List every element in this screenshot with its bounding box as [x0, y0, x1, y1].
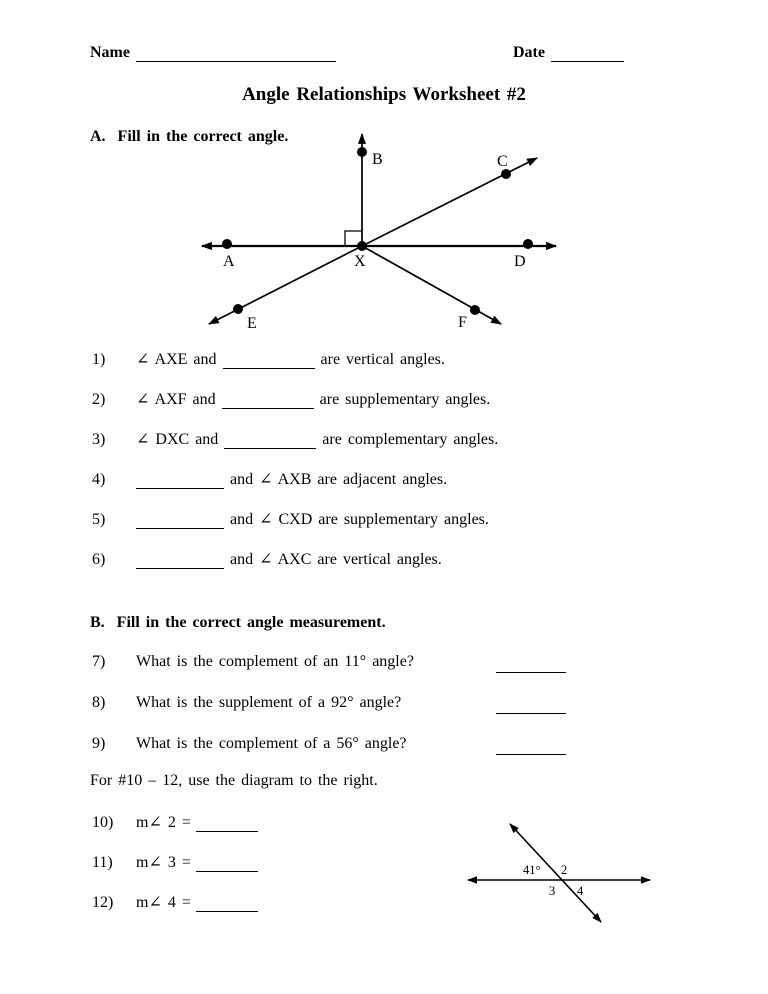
question-1-post: are vertical angles. — [320, 351, 445, 368]
name-field-row — [90, 43, 336, 63]
date-field-row — [513, 43, 624, 63]
question-8-number: 8) — [92, 694, 106, 711]
date-label: Date — [513, 44, 545, 61]
question-4 — [92, 470, 447, 490]
point-x-dot — [357, 241, 367, 251]
question-3-blank — [224, 434, 316, 449]
question-2-blank — [222, 394, 314, 409]
question-2-pre: ∠ AXF and — [136, 391, 216, 408]
question-2-number: 2) — [92, 391, 106, 408]
section-b-heading: B. Fill in the correct angle measurement. — [90, 614, 386, 631]
question-3-post: are complementary angles. — [322, 431, 499, 448]
point-a-dot — [222, 239, 232, 249]
question-2 — [92, 390, 490, 410]
point-f-label: F — [458, 314, 467, 331]
question-7-text: What is the complement of an 11° angle? — [136, 653, 414, 670]
question-12-number: 12) — [92, 894, 114, 911]
question-7 — [92, 652, 414, 672]
question-6-number: 6) — [92, 551, 106, 568]
question-8-text: What is the supplement of a 92° angle? — [136, 694, 402, 711]
question-4-blank — [136, 474, 224, 489]
question-5-number: 5) — [92, 511, 106, 528]
question-12-blank — [196, 897, 258, 912]
section-a-heading: A. Fill in the correct angle. — [90, 128, 289, 145]
question-3 — [92, 430, 498, 450]
question-10 — [92, 813, 258, 833]
question-11-number: 11) — [92, 854, 113, 871]
question-5-post: and ∠ CXD are supplementary angles. — [230, 511, 489, 528]
question-12 — [92, 893, 258, 913]
point-a-label: A — [223, 253, 235, 270]
question-9-answer-blank — [496, 754, 566, 755]
question-10-number: 10) — [92, 814, 114, 831]
question-8-answer-blank — [496, 713, 566, 714]
point-b-label: B — [372, 151, 383, 168]
name-blank-line — [136, 47, 336, 62]
question-1 — [92, 350, 445, 370]
point-c-dot — [501, 169, 511, 179]
question-5-blank — [136, 514, 224, 529]
question-9-number: 9) — [92, 735, 106, 752]
question-11-label: m∠ 3 = — [136, 854, 191, 871]
point-e-label: E — [247, 315, 257, 332]
question-11 — [92, 853, 258, 873]
question-2-post: are supplementary angles. — [319, 391, 491, 408]
question-1-blank — [223, 354, 315, 369]
transversal-diagram — [455, 812, 665, 932]
angle-2-label: 2 — [561, 863, 568, 877]
question-1-number: 1) — [92, 351, 106, 368]
question-4-post: and ∠ AXB are adjacent angles. — [230, 471, 448, 488]
question-6-post: and ∠ AXC are vertical angles. — [230, 551, 442, 568]
point-f-dot — [470, 305, 480, 315]
point-d-dot — [523, 239, 533, 249]
page-title: Angle Relationships Worksheet #2 — [242, 84, 526, 105]
point-c-label: C — [497, 153, 508, 170]
angle-rays-diagram — [190, 122, 570, 337]
given-angle-label: 41° — [523, 863, 541, 877]
question-3-pre: ∠ DXC and — [136, 431, 219, 448]
question-7-answer-blank — [496, 672, 566, 673]
question-6 — [92, 550, 442, 570]
point-b-dot — [357, 147, 367, 157]
diagram-note: For #10 – 12, use the diagram to the right. — [90, 772, 378, 789]
angle-3-label: 3 — [549, 884, 556, 898]
name-label: Name — [90, 44, 130, 61]
angle-4-label: 4 — [577, 884, 584, 898]
question-4-number: 4) — [92, 471, 106, 488]
question-5 — [92, 510, 489, 530]
question-6-blank — [136, 554, 224, 569]
question-8 — [92, 693, 401, 713]
question-7-number: 7) — [92, 653, 106, 670]
point-x-label: X — [354, 253, 366, 270]
question-11-blank — [196, 857, 258, 872]
point-e-dot — [233, 304, 243, 314]
date-blank-line — [551, 47, 624, 62]
question-10-label: m∠ 2 = — [136, 814, 191, 831]
question-9-text: What is the complement of a 56° angle? — [136, 735, 407, 752]
ray-x-c — [362, 158, 537, 246]
ray-x-f — [362, 246, 501, 324]
question-9 — [92, 734, 407, 754]
question-3-number: 3) — [92, 431, 106, 448]
question-12-label: m∠ 4 = — [136, 894, 191, 911]
question-1-pre: ∠ AXE and — [136, 351, 217, 368]
question-10-blank — [196, 817, 258, 832]
point-d-label: D — [514, 253, 526, 270]
